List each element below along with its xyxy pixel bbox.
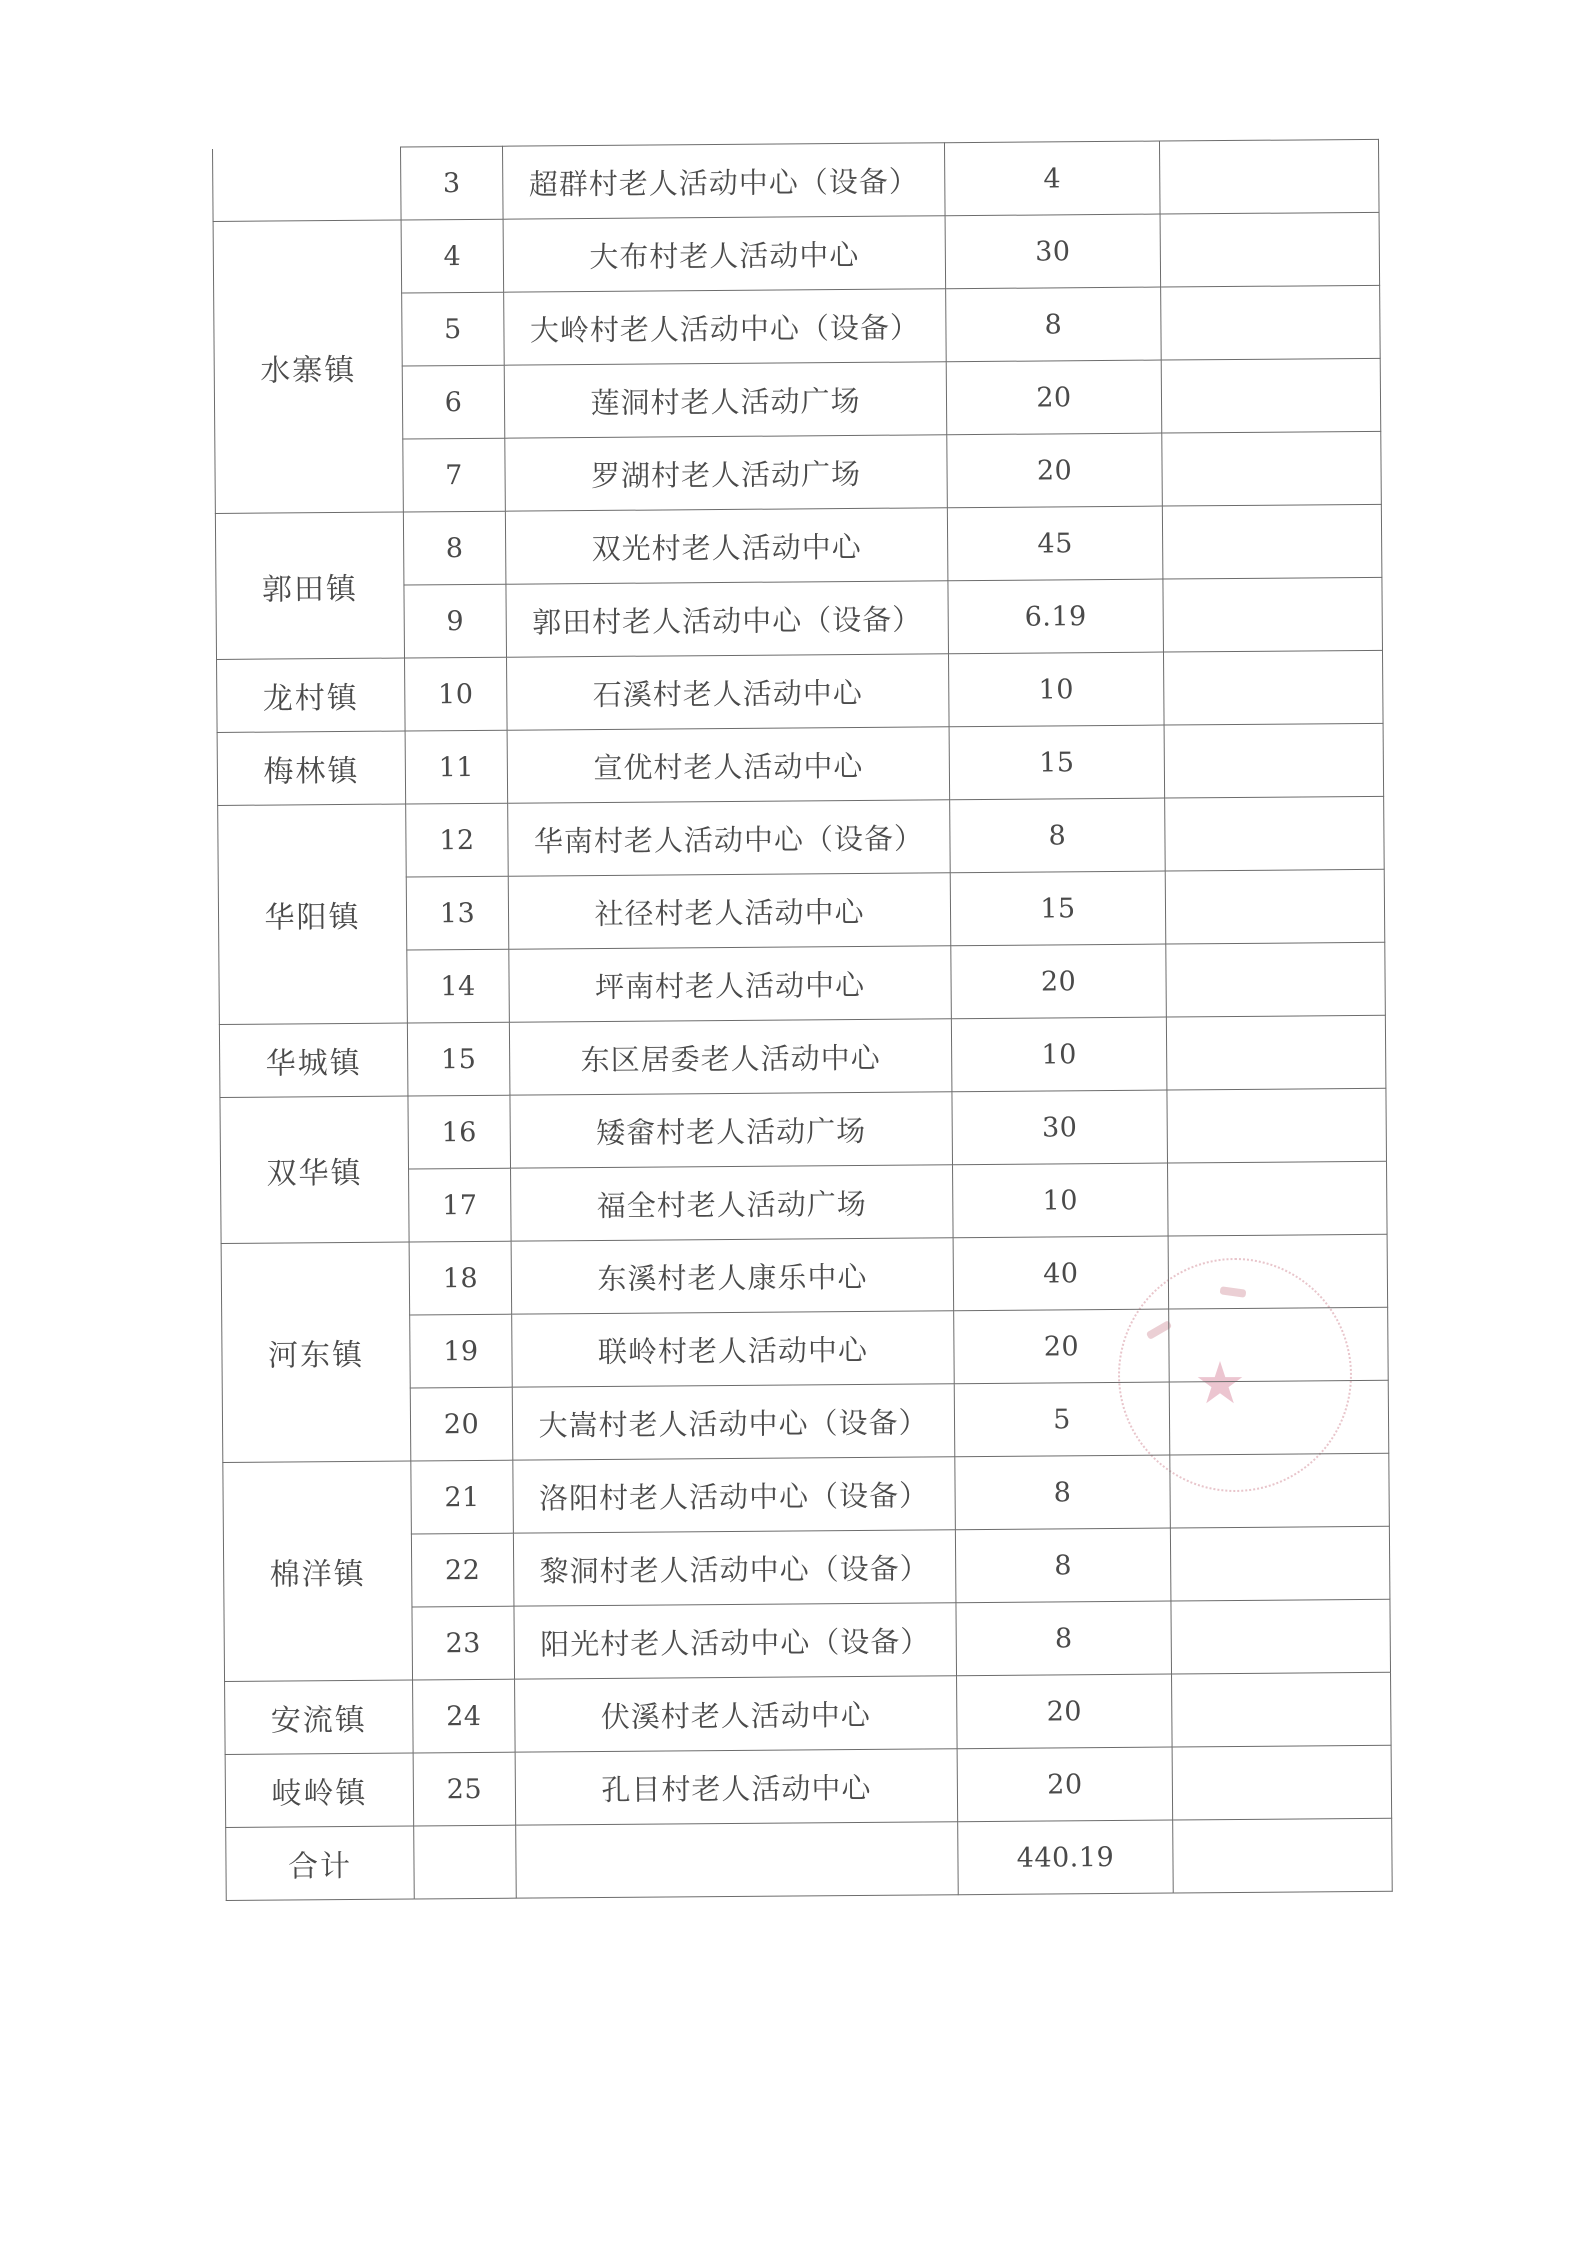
remark-cell — [1167, 1088, 1387, 1163]
remark-cell — [1169, 1380, 1389, 1455]
remark-cell — [1168, 1234, 1388, 1309]
project-name: 社径村老人活动中心 — [508, 873, 951, 949]
project-name: 东区居委老人活动中心 — [509, 1019, 952, 1095]
remark-cell — [1173, 1818, 1393, 1893]
amount: 45 — [947, 506, 1163, 581]
remark-cell — [1166, 1015, 1386, 1090]
table-row — [213, 212, 1380, 294]
amount: 5 — [954, 1382, 1170, 1457]
town-name: 双华镇 — [220, 1096, 409, 1243]
project-name: 双光村老人活动中心 — [505, 508, 948, 584]
row-number: 13 — [406, 876, 509, 950]
town-name: 安流镇 — [225, 1680, 414, 1754]
total-amount: 440.19 — [958, 1820, 1174, 1895]
project-name: 黎洞村老人活动中心（设备） — [513, 1530, 956, 1606]
row-number: 16 — [408, 1095, 511, 1169]
remark-cell — [1170, 1453, 1390, 1528]
project-name: 大布村老人活动中心 — [503, 216, 946, 292]
project-name: 联岭村老人活动中心 — [512, 1311, 955, 1387]
project-name: 华南村老人活动中心（设备） — [508, 800, 951, 876]
project-name: 伏溪村老人活动中心 — [515, 1676, 958, 1752]
row-number: 6 — [402, 365, 505, 439]
empty-cell — [414, 1825, 517, 1899]
row-number: 15 — [407, 1022, 510, 1096]
remark-cell — [1162, 504, 1382, 579]
table-row — [225, 1672, 1392, 1754]
row-number: 14 — [407, 949, 510, 1023]
remark-cell — [1171, 1599, 1391, 1674]
row-number: 22 — [411, 1533, 514, 1607]
amount: 20 — [957, 1674, 1173, 1749]
town-name: 棉洋镇 — [223, 1461, 413, 1681]
table-row — [217, 723, 1384, 805]
amount: 4 — [944, 141, 1160, 216]
table-row — [219, 1015, 1386, 1097]
empty-cell — [516, 1822, 959, 1898]
remark-cell — [1165, 796, 1385, 871]
remark-cell — [1159, 139, 1379, 214]
remark-cell — [1164, 723, 1384, 798]
seal-star-icon: ★ — [1194, 1349, 1246, 1417]
town-name: 华阳镇 — [218, 804, 408, 1024]
row-number: 5 — [402, 292, 505, 366]
town-cell-continued — [213, 147, 402, 221]
amount: 10 — [948, 652, 1164, 727]
row-number: 4 — [401, 219, 504, 293]
remark-cell — [1168, 1161, 1388, 1236]
amount: 30 — [952, 1090, 1168, 1165]
funding-allocation-table — [212, 139, 1393, 1901]
town-name: 岐岭镇 — [225, 1753, 414, 1827]
row-number: 24 — [413, 1679, 516, 1753]
table-row — [217, 650, 1384, 732]
remark-cell — [1160, 212, 1380, 287]
table-row — [220, 1088, 1387, 1170]
project-name: 东溪村老人康乐中心 — [511, 1238, 954, 1314]
table-row — [213, 139, 1380, 221]
row-number: 9 — [404, 584, 507, 658]
remark-cell — [1163, 577, 1383, 652]
remark-cell — [1166, 942, 1386, 1017]
amount: 20 — [957, 1747, 1173, 1822]
remark-cell — [1172, 1672, 1392, 1747]
town-name: 梅林镇 — [217, 731, 406, 805]
amount: 15 — [949, 725, 1165, 800]
table-row — [225, 1745, 1392, 1827]
amount: 20 — [946, 360, 1162, 435]
amount: 20 — [951, 944, 1167, 1019]
project-name: 大岭村老人活动中心（设备） — [504, 289, 947, 365]
project-name: 矮畲村老人活动广场 — [510, 1092, 953, 1168]
town-name: 华城镇 — [219, 1023, 408, 1097]
remark-cell — [1170, 1526, 1390, 1601]
row-number: 18 — [409, 1241, 512, 1315]
row-number: 10 — [405, 657, 508, 731]
row-number: 25 — [413, 1752, 516, 1826]
project-name: 罗湖村老人活动广场 — [505, 435, 948, 511]
amount: 8 — [955, 1528, 1171, 1603]
table-row — [215, 504, 1382, 586]
total-row — [226, 1818, 1393, 1900]
project-name: 石溪村老人活动中心 — [507, 654, 950, 730]
table-row — [221, 1234, 1388, 1316]
remark-cell — [1162, 431, 1382, 506]
amount: 20 — [947, 433, 1163, 508]
remark-cell — [1165, 869, 1385, 944]
remark-cell — [1172, 1745, 1392, 1820]
row-number: 20 — [410, 1387, 513, 1461]
row-number: 21 — [411, 1460, 514, 1534]
amount: 10 — [951, 1017, 1167, 1092]
project-name: 洛阳村老人活动中心（设备） — [513, 1457, 956, 1533]
row-number: 11 — [405, 730, 508, 804]
remark-cell — [1161, 285, 1381, 360]
remark-cell — [1163, 650, 1383, 725]
row-number: 7 — [403, 438, 506, 512]
row-number: 8 — [403, 511, 506, 585]
project-name: 福全村老人活动广场 — [511, 1165, 954, 1241]
project-name: 坪南村老人活动中心 — [509, 946, 952, 1022]
amount: 8 — [946, 287, 1162, 362]
row-number: 19 — [410, 1314, 513, 1388]
row-number: 12 — [406, 803, 509, 877]
town-name: 河东镇 — [221, 1242, 411, 1462]
row-number: 3 — [400, 146, 503, 220]
row-number: 23 — [412, 1606, 515, 1680]
table-row — [218, 796, 1385, 878]
amount: 8 — [956, 1601, 1172, 1676]
project-name: 阳光村老人活动中心（设备） — [514, 1603, 957, 1679]
remark-cell — [1161, 358, 1381, 433]
town-name: 龙村镇 — [217, 658, 406, 732]
project-name: 大嵩村老人活动中心（设备） — [512, 1384, 955, 1460]
project-name: 郭田村老人活动中心（设备） — [506, 581, 949, 657]
town-name: 水寨镇 — [213, 220, 403, 513]
amount: 40 — [953, 1236, 1169, 1311]
amount: 8 — [950, 798, 1166, 873]
amount: 30 — [945, 214, 1161, 289]
amount: 8 — [955, 1455, 1171, 1530]
amount: 15 — [950, 871, 1166, 946]
table-row — [223, 1453, 1390, 1535]
total-label: 合计 — [226, 1826, 415, 1900]
project-name: 超群村老人活动中心（设备） — [502, 143, 945, 219]
town-name: 郭田镇 — [215, 512, 404, 659]
row-number: 17 — [409, 1168, 512, 1242]
remark-cell — [1169, 1307, 1389, 1382]
amount: 10 — [953, 1163, 1169, 1238]
project-name: 宣优村老人活动中心 — [507, 727, 950, 803]
project-name: 孔目村老人活动中心 — [515, 1749, 958, 1825]
amount: 20 — [954, 1309, 1170, 1384]
project-name: 莲洞村老人活动广场 — [504, 362, 947, 438]
amount: 6.19 — [948, 579, 1164, 654]
